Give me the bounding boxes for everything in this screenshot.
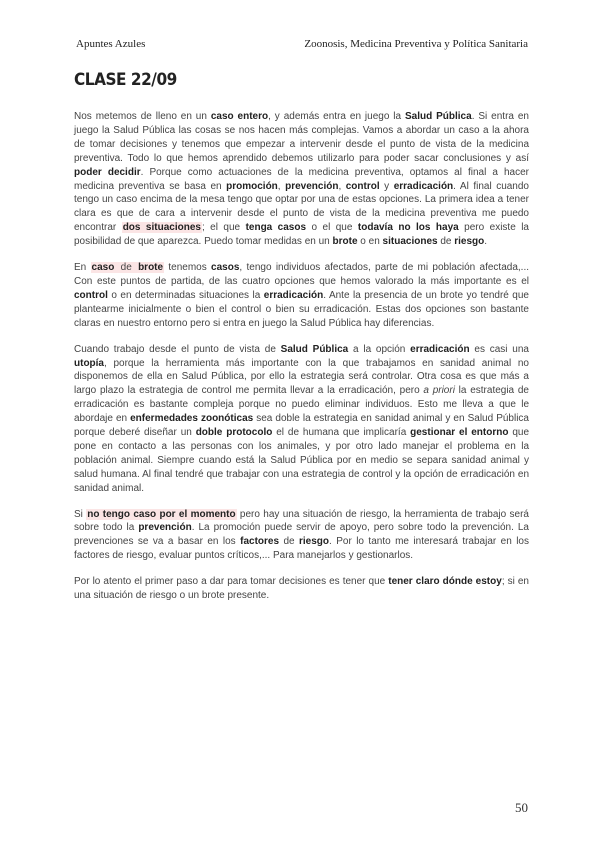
bold-term: poder decidir xyxy=(74,166,141,178)
header-right-text: Zoonosis, Medicina Preventiva y Política Sanitaria xyxy=(304,38,528,50)
bold-term: utopía xyxy=(74,357,104,369)
bold-term: prevención xyxy=(285,180,339,192)
text-run: y xyxy=(379,180,394,192)
text-run: pero existe la posibilidad de que aparezca. Puedo tomar medidas en un xyxy=(74,222,529,248)
text-run: , xyxy=(277,180,286,192)
bold-term: caso xyxy=(91,262,115,274)
text-run: que pone en contacto a las personas con los animales, y por otro lado manejar el problema en la población animal. Siempre cuando está la Salud Pública por en medio se separa sanidad animal y salud humana. Al final tendré que trabajar con una estrategia de control y la opción de erradicación en sanidad animal. xyxy=(74,427,530,494)
bold-term: Salud Pública xyxy=(404,111,472,122)
text-run: la estrategia de erradicación es bastante compleja porque no puedo eliminar individuos. Esto me lleva a que le abordaje en xyxy=(74,385,529,425)
text-run: Por lo atento el primer paso a dar para tomar decisiones es tener que xyxy=(74,576,389,588)
bold-term: tener claro dónde estoy xyxy=(388,576,502,588)
bold-term: factores xyxy=(240,536,280,548)
paragraph xyxy=(74,110,529,249)
bold-term: brote xyxy=(332,236,358,248)
text-run: ; el que xyxy=(201,222,246,234)
bold-term: gestionar el entorno xyxy=(410,427,509,439)
text-run: tenemos xyxy=(164,262,212,274)
bold-term: riesgo xyxy=(454,236,485,248)
text-run: , porque la herramienta más importante con la que trabajamos en sanidad animal no disponemos de ella en Salud Pública, por ello la estrategia será controlar. Otra cosa es que más a largo plazo la estrategia de control me permita llevar a la erradicación, pero xyxy=(74,357,529,397)
text-run: En xyxy=(74,262,91,274)
text-run: de xyxy=(279,536,299,548)
bold-term: erradicación xyxy=(393,180,454,192)
text-run: . xyxy=(484,236,488,248)
text-run: , tengo individuos afectados, parte de mi población afectada,... Con este puntos de partida, de las cuatro opciones que hemos valorado la más importante es el xyxy=(74,262,530,287)
bold-term: erradicación xyxy=(263,289,324,301)
text-run: . Por lo tanto me interesará trabajar en los factores de riesgo, evaluar puntos críticos,... Para manejarlos y gestionarlos. xyxy=(74,536,529,562)
text-run: , y además entra en juego la xyxy=(268,111,405,122)
text-run: o en xyxy=(357,236,383,248)
page-title: CLASE 22/09 xyxy=(74,70,177,90)
text-run: Cuando trabajo desde el punto de vista de xyxy=(74,343,281,355)
bold-term: riesgo xyxy=(299,536,330,548)
text-run: . Al final cuando tengo un caso encima de la mesa tengo que optar por una de estas opciones. La primera idea a tener clara es que de cara a intervenir desde el punto de vista de la medicina preventiva me puedo encontrar xyxy=(74,180,529,234)
text-run: o el que xyxy=(306,222,358,234)
paragraph xyxy=(74,508,529,564)
text-run: pero hay una situación de riesgo, la herramienta de trabajo será sobre todo la xyxy=(74,508,529,534)
bold-term: dos situaciones xyxy=(122,222,201,234)
bold-term: Salud Pública xyxy=(280,343,349,355)
paragraph xyxy=(74,261,529,331)
header-left-text: Apuntes Azules xyxy=(76,38,146,50)
bold-term: prevención xyxy=(138,522,192,534)
text-run: sea doble la estrategia en sanidad animal y en Salud Pública porque deberé diseñar un xyxy=(74,413,529,439)
text-run: . La promoción puede servir de apoyo, pero sobre todo la prevención. La prevenciones se va a basar en los xyxy=(74,522,529,548)
paragraph xyxy=(74,343,529,496)
text-run: , xyxy=(338,180,346,192)
bold-term: enfermedades zoonóticas xyxy=(130,413,254,425)
bold-term: no tengo caso por el momento xyxy=(87,508,236,520)
bold-term: doble protocolo xyxy=(195,427,273,439)
text-run: de xyxy=(116,262,137,274)
page-number: 50 xyxy=(515,800,528,815)
bold-term: erradicación xyxy=(410,343,470,355)
bold-term: casos xyxy=(211,262,240,274)
text-run: el de humana que implicaría xyxy=(272,427,411,439)
text-run: o en determinadas situaciones la xyxy=(107,289,264,301)
paragraph xyxy=(74,575,529,603)
bold-term: brote xyxy=(138,262,164,274)
italic-term: a priori xyxy=(423,385,455,397)
text-run: es casi una xyxy=(469,343,529,355)
text-run: ; si en una situación de riesgo o un brote presente. xyxy=(74,576,529,602)
bold-term: situaciones xyxy=(382,236,438,248)
bold-term: tenga casos xyxy=(245,222,307,234)
bold-term: promoción xyxy=(226,180,278,192)
bold-term: control xyxy=(345,180,380,192)
document-body xyxy=(74,110,529,615)
bold-term: control xyxy=(74,289,108,301)
text-run: . Ante la presencia de un brote yo tendré que plantearme inicialmente o bien el control o bien su erradicación. Estas dos opciones son bastante claras en nuestro entorno pero si entra en juego la Salud Pública hay diferencias. xyxy=(74,289,529,329)
text-run: de xyxy=(437,236,455,248)
text-run: a la opción xyxy=(348,343,411,355)
text-run: Si xyxy=(74,508,87,520)
text-run: Nos metemos de lleno en un xyxy=(74,111,211,122)
bold-term: caso entero xyxy=(210,111,269,122)
bold-term: todavía no los haya xyxy=(357,222,459,234)
text-run: . Si entra en juego la Salud Pública las cosas se nos hacen más complejas. Vamos a abordar un caso a la ahora de tomar decisiones y tenemos que empezar a intervenir desde el punto de vista de la medicina preventiva. Todo lo que hemos aprendido debemos utilizarlo para poder sacar conclusiones y así xyxy=(74,111,529,164)
text-run: . Porque como actuaciones de la medicina preventiva, optamos al final a hacer medicina preventiva se basa en xyxy=(74,166,529,192)
